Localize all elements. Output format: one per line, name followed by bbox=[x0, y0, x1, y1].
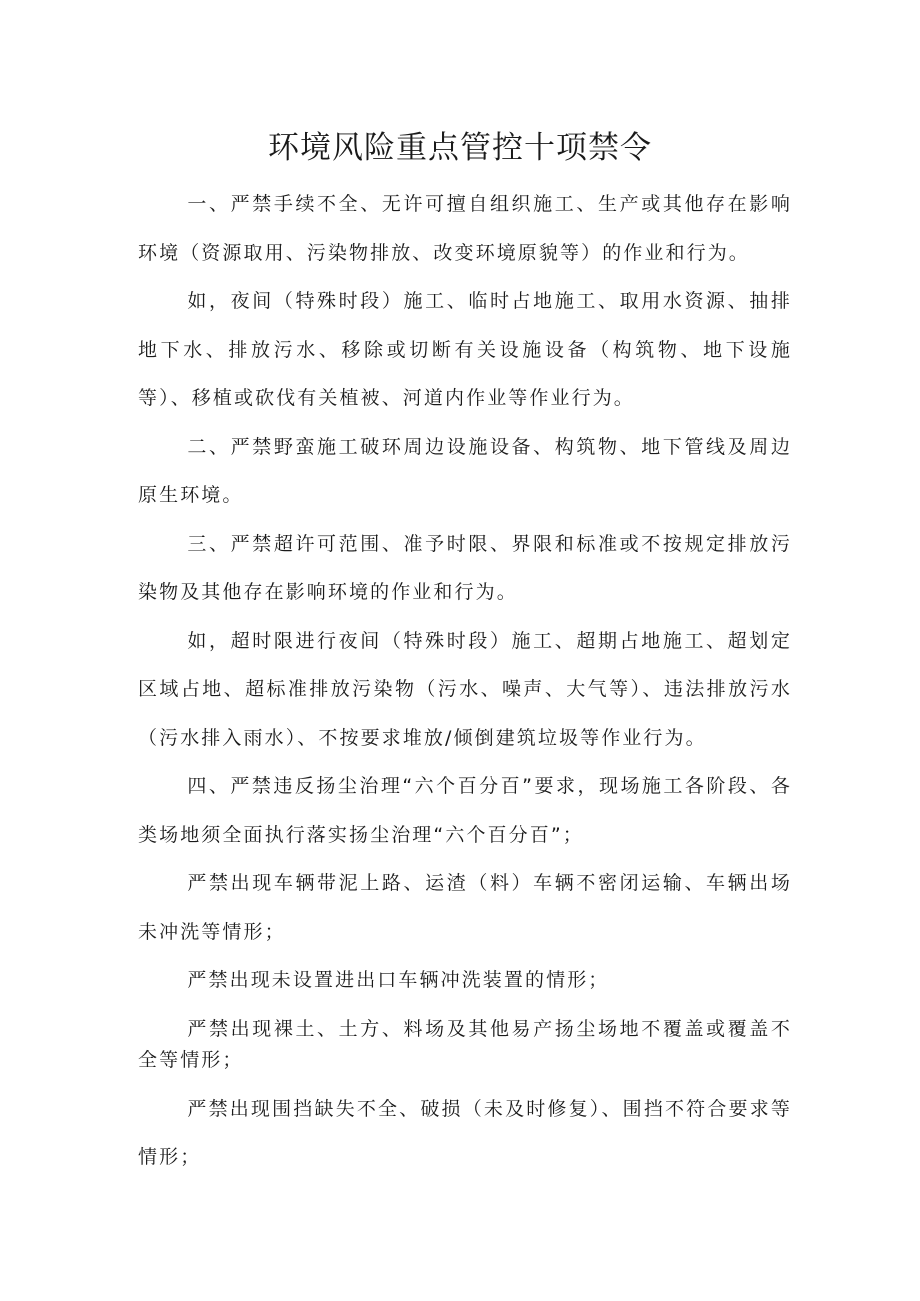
paragraph-prohibition-4: 四、严禁违反扬尘治理“六个百分百”要求，现场施工各阶段、各类场地须全面执行落实扬尘治理“六个百分百”； bbox=[138, 775, 792, 846]
paragraph-prohibition-2: 二、严禁野蛮施工破环周边设施设备、构筑物、地下管线及周边原生环境。 bbox=[138, 435, 792, 506]
paragraph-example-1: 如，夜间（特殊时段）施工、临时占地施工、取用水资源、抽排地下水、排放污水、移除或切断有关设施设备（构筑物、地下设施等）、移植或砍伐有关植被、河道内作业等作业行为。 bbox=[138, 290, 792, 409]
paragraph-wash-device: 严禁出现未设置进出口车辆冲洗装置的情形； bbox=[187, 969, 610, 991]
paragraph-prohibition-3: 三、严禁超许可范围、准予时限、界限和标准或不按规定排放污染物及其他存在影响环境的作业和行为。 bbox=[138, 532, 792, 603]
paragraph-example-3: 如，超时限进行夜间（特殊时段）施工、超期占地施工、超划定区域占地、超标准排放污染物（污水、噪声、大气等）、违法排放污水（污水排入雨水）、不按要求堆放/倾倒建筑垃圾等作业行为。 bbox=[138, 629, 792, 749]
document-title: 环境风险重点管控十项禁令 bbox=[268, 130, 652, 166]
paragraph-cover-soil: 严禁出现裸土、土方、料场及其他易产扬尘场地不覆盖或覆盖不全等情形； bbox=[138, 1017, 792, 1071]
paragraph-vehicle-mud: 严禁出现车辆带泥上路、运渣（料）车辆不密闭运输、车辆出场未冲洗等情形； bbox=[138, 872, 792, 943]
document-body bbox=[138, 180, 792, 1182]
paragraph-fence: 严禁出现围挡缺失不全、破损（未及时修复）、围挡不符合要求等情形； bbox=[138, 1097, 792, 1168]
paragraph-prohibition-1: 一、严禁手续不全、无许可擅自组织施工、生产或其他存在影响环境（资源取用、污染物排放、改变环境原貌等）的作业和行为。 bbox=[138, 193, 792, 264]
